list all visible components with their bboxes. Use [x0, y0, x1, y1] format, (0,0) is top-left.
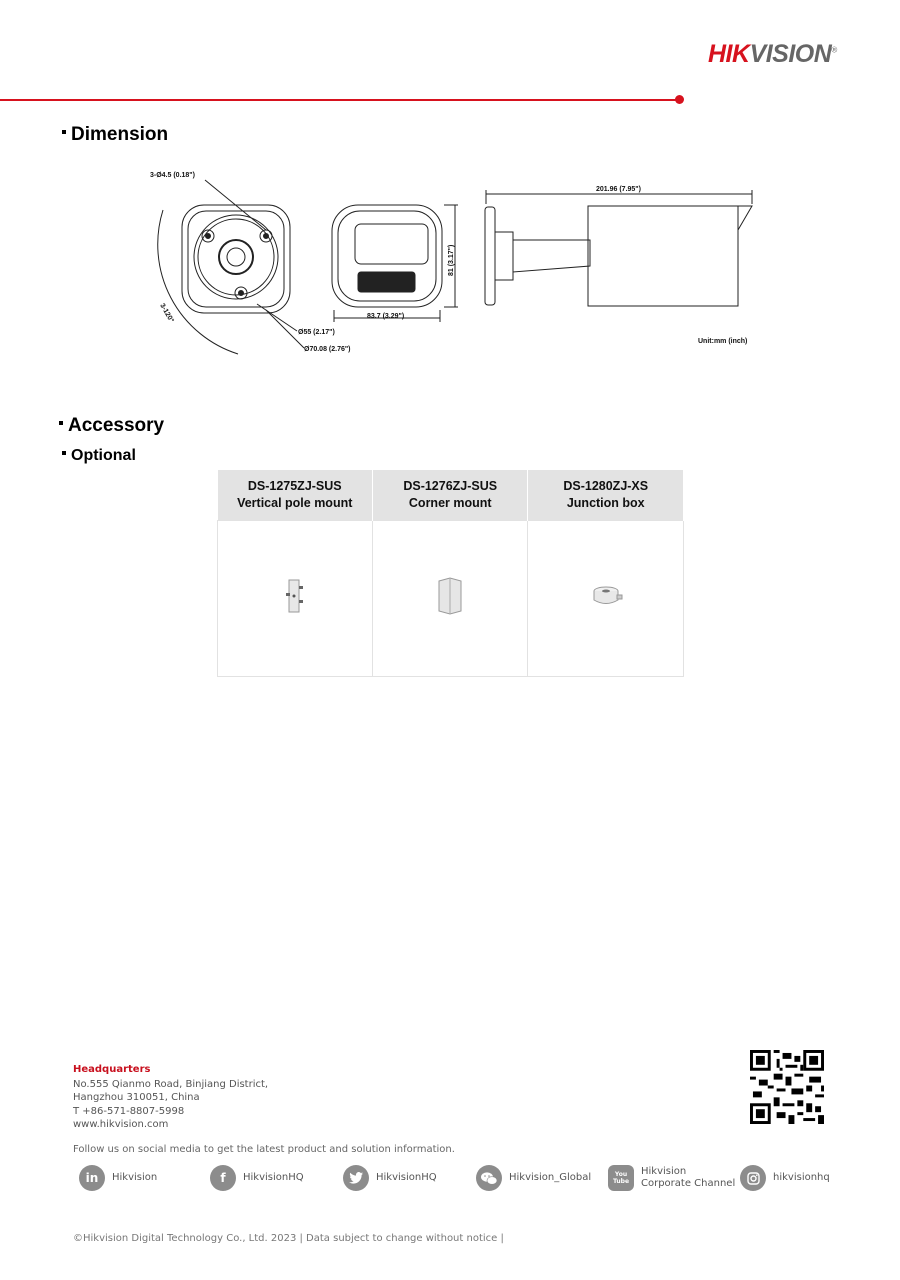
corner-mount-image [436, 577, 464, 615]
follow-text: Follow us on social media to get the latest product and solution information. [73, 1144, 455, 1155]
dimension-drawing [130, 160, 770, 365]
social-label: HikvisionHQ [243, 1172, 304, 1183]
dimension-heading [62, 124, 168, 146]
social-label [641, 1166, 735, 1190]
twitter-icon [343, 1165, 369, 1191]
headquarters-title: Headquarters [73, 1064, 151, 1075]
side-view [485, 190, 752, 306]
accessory-name: Corner mount [408, 496, 492, 510]
accessory-header-cell [218, 470, 373, 521]
accessory-image-cell [218, 521, 373, 677]
accessory-header-row [218, 470, 684, 521]
front-view [332, 205, 458, 322]
facebook-icon: f [210, 1165, 236, 1191]
bullet-square-icon [62, 451, 66, 455]
accessory-image-cell [528, 521, 684, 677]
optional-heading-text: Optional [71, 447, 136, 464]
hikvision-logo [708, 40, 837, 69]
headquarters-address [73, 1078, 268, 1131]
vertical-pole-mount-image [285, 578, 305, 614]
linkedin-icon: in [79, 1165, 105, 1191]
accessory-model: DS-1275ZJ-SUS [247, 479, 342, 493]
accessory-image-cell [372, 521, 527, 677]
copyright-text: ©Hikvision Digital Technology Co., Ltd. 2023 | Data subject to change without notice | [73, 1233, 504, 1244]
diameter-55-label: Ø55 (2.17") [298, 329, 335, 336]
instagram-icon [740, 1165, 766, 1191]
dimension-heading-text: Dimension [71, 124, 169, 145]
website-link[interactable]: www.hikvision.com [73, 1118, 169, 1130]
social-label: HikvisionHQ [376, 1172, 437, 1183]
social-label: Hikvision [112, 1172, 158, 1183]
social-wechat[interactable] [476, 1164, 591, 1192]
registered-mark: ® [831, 45, 837, 55]
social-youtube[interactable] [608, 1164, 735, 1192]
accessory-header-cell [528, 470, 684, 521]
youtube-icon: You Tube [608, 1165, 634, 1191]
accessory-image-row [218, 521, 684, 677]
base-view [158, 180, 304, 354]
logo-text-grey: VISION [749, 40, 832, 68]
hole-label: 3-Ø4.5 (0.18") [150, 172, 195, 179]
accessory-header-cell [372, 470, 527, 521]
social-twitter[interactable] [343, 1164, 437, 1192]
accessory-name: Vertical pole mount [237, 496, 353, 510]
optional-heading [62, 447, 136, 465]
header-divider [0, 99, 676, 101]
accessory-name: Junction box [566, 496, 645, 510]
width-label: 83.7 (3.29") [367, 313, 405, 320]
phone-line: T +86-571-8807-5998 [73, 1105, 185, 1117]
accessory-heading [59, 415, 164, 437]
social-label: hikvisionhq [773, 1172, 830, 1183]
qr-code [750, 1050, 824, 1124]
address-line: No.555 Qianmo Road, Binjiang District, [73, 1079, 269, 1090]
accessory-model: DS-1276ZJ-SUS [403, 479, 498, 493]
accessory-heading-text: Accessory [68, 415, 165, 436]
social-instagram[interactable] [740, 1164, 830, 1192]
address-line: Hangzhou 310051, China [73, 1092, 200, 1104]
logo-text-red: HIK [708, 40, 750, 68]
length-label: 201.96 (7.95") [596, 186, 641, 193]
wechat-icon [476, 1165, 502, 1191]
angle-label: 3-120° [158, 302, 175, 324]
junction-box-image [589, 585, 623, 607]
bullet-square-icon [59, 421, 63, 425]
diameter-70-label: Ø70.08 (2.76") [304, 346, 351, 353]
unit-label: Unit:mm (inch) [698, 338, 748, 345]
social-label: Hikvision_Global [509, 1172, 592, 1183]
accessory-table [217, 470, 684, 677]
youtube-label-line2: Corporate Channel [641, 1178, 736, 1189]
social-facebook[interactable] [210, 1164, 304, 1192]
youtube-label-line1: Hikvision [641, 1166, 687, 1177]
header-divider-dot [675, 95, 684, 104]
height-label: 81 (3.17") [448, 244, 455, 276]
accessory-model: DS-1280ZJ-XS [563, 479, 649, 493]
bullet-square-icon [62, 130, 66, 134]
social-linkedin[interactable] [79, 1164, 157, 1192]
